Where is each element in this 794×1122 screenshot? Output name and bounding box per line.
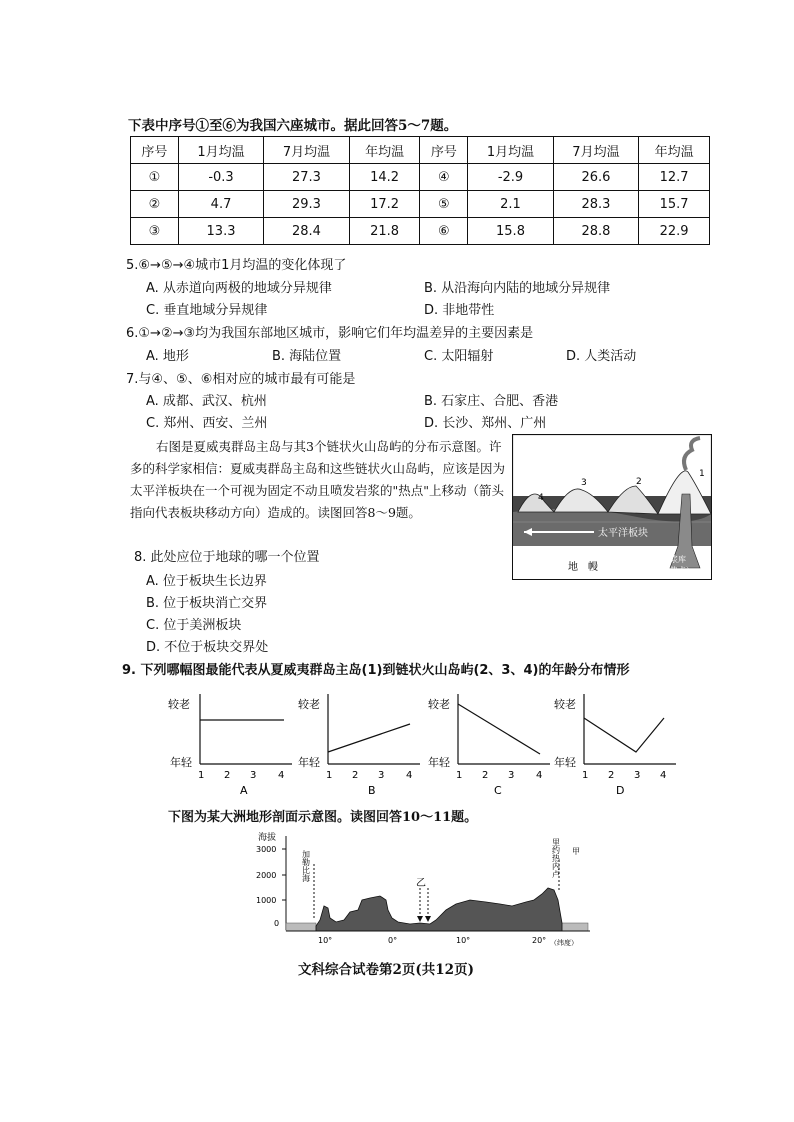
y-label-old: 较老 <box>298 698 320 711</box>
option-letter: A <box>240 784 248 797</box>
q6-option-c[interactable]: C. 太阳辐射 <box>424 349 494 364</box>
table-cell: ④ <box>420 164 468 191</box>
option-letter: C <box>494 784 502 797</box>
table-header: 1月均温 <box>178 137 263 164</box>
q7-option-b[interactable]: B. 石家庄、合肥、香港 <box>424 394 559 409</box>
table-header: 序号 <box>131 137 179 164</box>
q7-option-c[interactable]: C. 郑州、西安、兰州 <box>146 416 268 431</box>
q6-option-d[interactable]: D. 人类活动 <box>566 349 637 364</box>
table-cell: ① <box>131 164 179 191</box>
table-header: 序号 <box>420 137 468 164</box>
island-label-1: 1 <box>699 469 705 479</box>
yi-arrow-right <box>425 916 431 922</box>
table-cell: 15.8 <box>468 218 553 245</box>
table-header: 年均温 <box>349 137 420 164</box>
x-tick: 4 <box>536 770 543 781</box>
x-unit: （纬度） <box>550 939 578 947</box>
graph-option-b[interactable] <box>298 690 428 800</box>
y-label-young: 年轻 <box>298 756 320 769</box>
plate-label: 太平洋板块 <box>598 528 648 539</box>
y-tick: 3000 <box>256 845 277 854</box>
y-label-young: 年轻 <box>428 756 450 769</box>
option-letter: D <box>616 784 625 797</box>
table-cell: 28.4 <box>264 218 349 245</box>
x-tick: 0° <box>388 936 398 945</box>
table-cell: 26.6 <box>553 164 638 191</box>
table-cell: ⑤ <box>420 191 468 218</box>
table-cell: 15.7 <box>639 191 710 218</box>
q8-option-c[interactable]: C. 位于美洲板块 <box>146 618 242 633</box>
q5-option-c[interactable]: C. 垂直地域分异规律 <box>146 303 268 318</box>
table-cell: 29.3 <box>264 191 349 218</box>
graph-option-c[interactable] <box>428 690 558 800</box>
x-tick: 3 <box>634 770 641 781</box>
y-label-young: 年轻 <box>554 756 576 769</box>
table-cell: 2.1 <box>468 191 553 218</box>
question-7-stem: 7.与④、⑤、⑥相对应的城市最有可能是 <box>126 372 356 387</box>
q6-option-b[interactable]: B. 海陆位置 <box>272 349 342 364</box>
intro-text: 下表中序号①至⑥为我国六座城市。据此回答5～7题。 <box>128 118 458 134</box>
table-header-row <box>131 137 710 164</box>
q8-option-a[interactable]: A. 位于板块生长边界 <box>146 574 267 589</box>
age-trend-line <box>458 704 540 754</box>
question-5-stem: 5.⑥→⑤→④城市1月均温的变化体现了 <box>126 258 347 273</box>
x-tick: 2 <box>352 770 359 781</box>
x-tick: 2 <box>224 770 231 781</box>
graph-option-d[interactable] <box>554 690 684 800</box>
table-cell: 22.9 <box>639 218 710 245</box>
yi-arrow-left <box>417 916 423 922</box>
hotspot-label: （热点） <box>662 566 694 575</box>
table-cell: ⑥ <box>420 218 468 245</box>
magma-label: 岩浆库 <box>662 555 686 564</box>
y-tick: 0 <box>274 919 280 928</box>
x-tick: 1 <box>326 770 333 781</box>
table-header: 7月均温 <box>553 137 638 164</box>
y-label-old: 较老 <box>168 698 190 711</box>
sea-right-shape <box>562 923 588 931</box>
q5-option-b[interactable]: B. 从沿海向内陆的地域分异规律 <box>424 281 611 296</box>
x-tick: 2 <box>608 770 615 781</box>
q8-option-d[interactable]: D. 不位于板块交界处 <box>146 640 269 655</box>
x-tick: 3 <box>250 770 257 781</box>
terrain-shape <box>316 888 562 931</box>
q6-option-a[interactable]: A. 地形 <box>146 349 189 364</box>
island-label-4: 4 <box>538 493 544 503</box>
y-tick: 1000 <box>256 896 277 905</box>
table-cell: -0.3 <box>178 164 263 191</box>
table-header: 7月均温 <box>264 137 349 164</box>
q7-option-d[interactable]: D. 长沙、郑州、广州 <box>424 416 547 431</box>
table-cell: 28.3 <box>553 191 638 218</box>
rio-label: 里约热内卢 <box>551 838 561 878</box>
y-tick: 2000 <box>256 871 277 880</box>
table-row <box>131 191 710 218</box>
mantle-label: 地 幔 <box>568 562 598 573</box>
table-cell: ③ <box>131 218 179 245</box>
age-trend-line <box>584 718 664 752</box>
island-label-3: 3 <box>581 478 587 488</box>
intro-10-11: 下图为某大洲地形剖面示意图。读图回答10～11题。 <box>168 810 478 825</box>
x-tick: 10° <box>456 936 471 945</box>
x-tick: 2 <box>482 770 489 781</box>
continent-terrain-profile <box>250 830 600 948</box>
table-row <box>131 218 710 245</box>
x-tick: 4 <box>406 770 413 781</box>
table-cell: 14.2 <box>349 164 420 191</box>
table-cell: ② <box>131 191 179 218</box>
jia-label: 甲 <box>572 847 580 856</box>
x-tick: 10° <box>318 936 333 945</box>
question-9-stem: 9. 下列哪幅图最能代表从夏威夷群岛主岛(1)到链状火山岛屿(2、3、4)的年龄分布情形 <box>122 663 630 678</box>
table-cell: 4.7 <box>178 191 263 218</box>
y-axis-label: 海拔 <box>258 833 277 843</box>
x-tick: 20° <box>532 936 547 945</box>
q5-option-d[interactable]: D. 非地带性 <box>424 303 495 318</box>
question-6-stem: 6.①→②→③均为我国东部地区城市，影响它们年均温差异的主要因素是 <box>126 326 534 341</box>
table-header: 1月均温 <box>468 137 553 164</box>
q7-option-a[interactable]: A. 成都、武汉、杭州 <box>146 394 267 409</box>
sea-left-shape <box>286 923 316 931</box>
x-tick: 4 <box>660 770 667 781</box>
city-temperature-table <box>130 136 710 245</box>
table-cell: 21.8 <box>349 218 420 245</box>
x-tick: 3 <box>508 770 515 781</box>
q5-option-a[interactable]: A. 从赤道向两极的地域分异规律 <box>146 281 332 296</box>
table-cell: 17.2 <box>349 191 420 218</box>
q8-option-b[interactable]: B. 位于板块消亡交界 <box>146 596 268 611</box>
table-row <box>131 164 710 191</box>
x-tick: 1 <box>582 770 589 781</box>
x-tick: 3 <box>378 770 385 781</box>
graph-option-a[interactable] <box>168 690 298 800</box>
table-cell: 12.7 <box>639 164 710 191</box>
hawaii-passage: 右图是夏威夷群岛主岛与其3个链状火山岛屿的分布示意图。许多的科学家相信：夏威夷群岛主岛和这些链状火山岛屿，应该是因为太平洋板块在一个可视为固定不动且喷发岩浆的"热点"上移动（箭头指向代表板块移动方向）造成的。读图回答8～9题。 <box>130 439 506 520</box>
x-tick: 4 <box>278 770 285 781</box>
y-label-old: 较老 <box>428 698 450 711</box>
table-header: 年均温 <box>639 137 710 164</box>
page-footer: 文科综合试卷第2页(共12页) <box>298 962 474 978</box>
option-letter: B <box>368 784 376 797</box>
x-tick: 1 <box>456 770 463 781</box>
y-label-old: 较老 <box>554 698 576 711</box>
table-cell: -2.9 <box>468 164 553 191</box>
caribbean-label: 加勒比海 <box>301 850 311 882</box>
table-cell: 13.3 <box>178 218 263 245</box>
question-8-stem: 8. 此处应位于地球的哪一个位置 <box>134 550 320 565</box>
hawaii-island-diagram <box>512 434 712 580</box>
yi-label: 乙 <box>416 878 426 889</box>
x-tick: 1 <box>198 770 205 781</box>
table-cell: 27.3 <box>264 164 349 191</box>
island-label-2: 2 <box>636 477 642 487</box>
y-label-young: 年轻 <box>170 756 192 769</box>
age-trend-line <box>328 724 410 752</box>
table-cell: 28.8 <box>553 218 638 245</box>
